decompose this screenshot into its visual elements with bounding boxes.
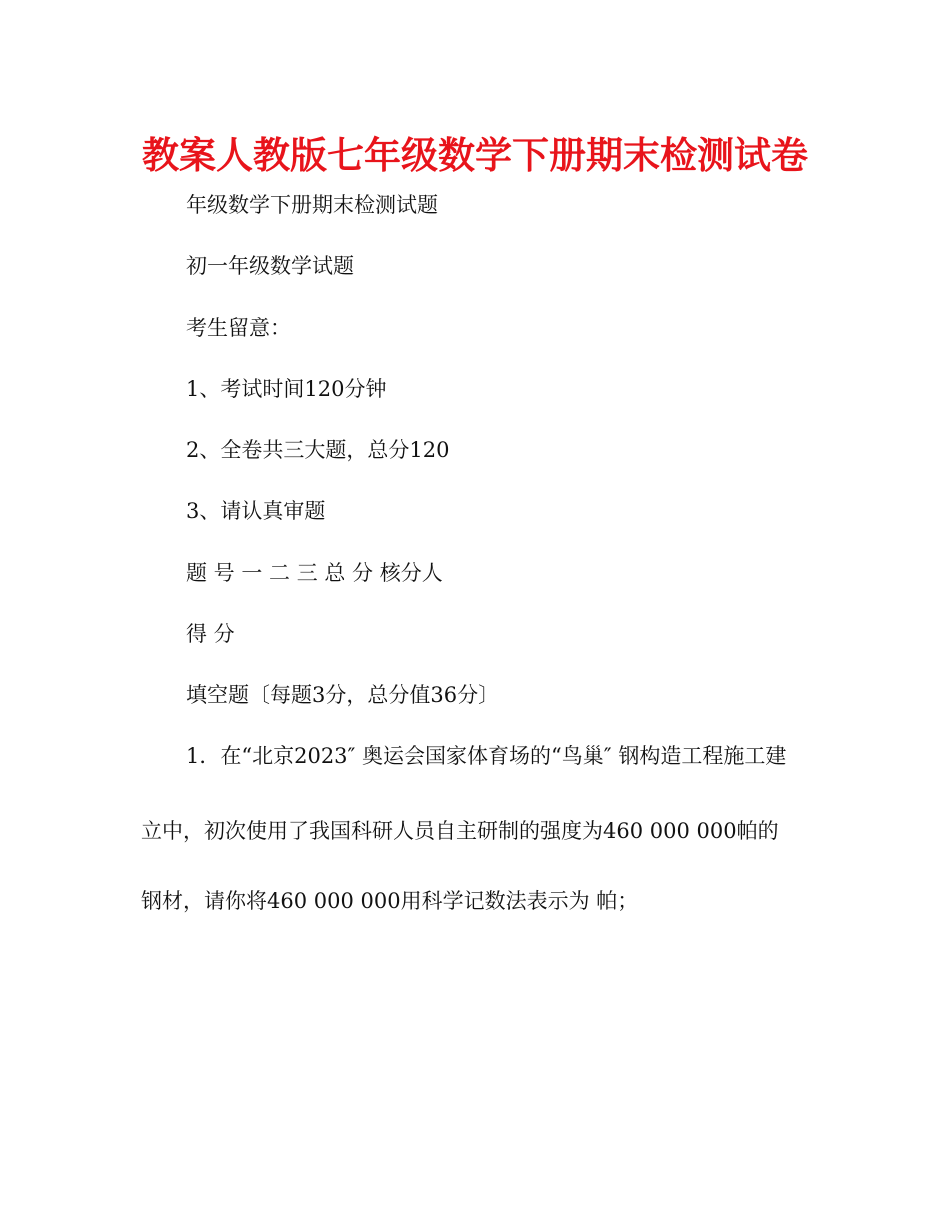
notice-item-2: 2、全卷共三大题，总分120 [186, 438, 450, 462]
question-1-line-2: 立中，初次使用了我国科研人员自主研制的强度为460 000 000帕的 [141, 819, 779, 843]
score-table-header: 题 号 一 二 三 总 分 核分人 [186, 561, 443, 585]
notice-heading: 考生留意： [186, 316, 291, 340]
question-1-line-1: 1．在“北京2023″ 奥运会国家体育场的“鸟巢″ 钢构造工程施工建 [186, 744, 787, 768]
document-title: 教案人教版七年级数学下册期末检测试卷 [142, 134, 808, 177]
grade-line: 初一年级数学试题 [186, 254, 354, 278]
score-table-row: 得 分 [186, 622, 235, 646]
question-1-line-3: 钢材，请你将460 000 000用科学记数法表示为 帕； [141, 889, 639, 913]
subtitle-line: 年级数学下册期末检测试题 [186, 193, 438, 217]
notice-item-1: 1、考试时间120分钟 [186, 377, 387, 401]
notice-item-3: 3、请认真审题 [186, 499, 326, 523]
section-heading: 填空题〔每题3分，总分值36分〕 [186, 683, 500, 707]
